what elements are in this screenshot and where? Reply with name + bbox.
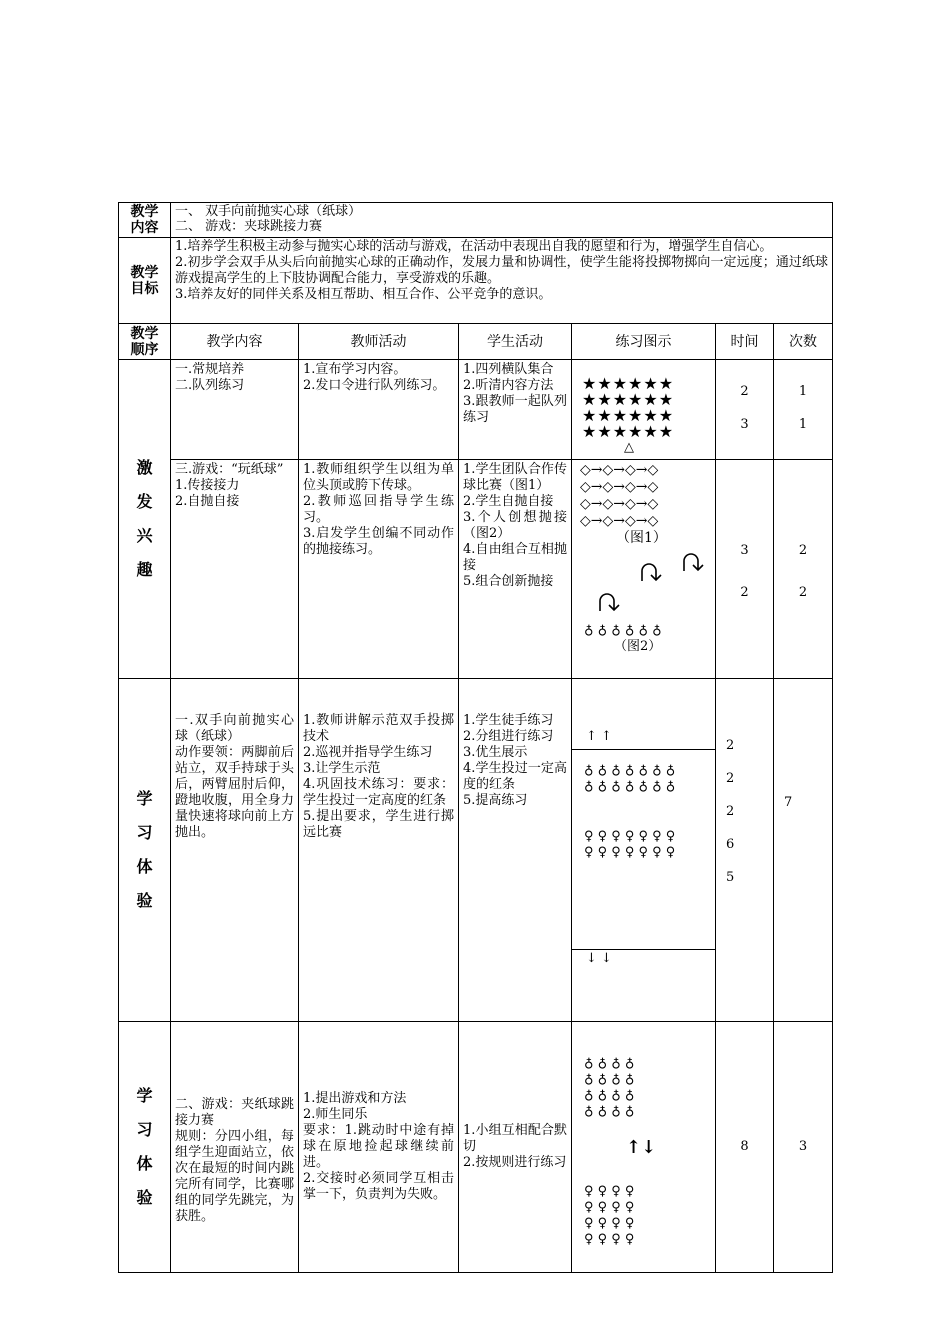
section-label-game: 学 习 体 验	[119, 1022, 171, 1273]
warmup-row-1	[119, 360, 833, 460]
r3-teacher: 1.教师讲解示范双手投掷技术 2.巡视并指导学生练习 3.让学生示范 4.巩固技术练习：要求：学生投过一定高度的红条 5.提出要求，学生进行掷远比赛	[299, 679, 459, 1022]
col-diagram: 练习图示	[572, 324, 716, 360]
content-text: 一、 双手向前抛实心球（纸球） 二、 游戏：夹球跳接力赛	[171, 203, 833, 238]
r2-content: 三.游戏：“玩纸球” 1.传接接力 2.自抛自接	[171, 460, 299, 679]
student-row: ♁ ♁ ♁ ♁ ♁ ♁	[584, 623, 662, 638]
warmup-row-2	[119, 460, 833, 679]
pass-row: ◇→◇→◇→◇	[580, 496, 659, 512]
lesson-plan-table	[118, 202, 833, 1273]
content-label: 教学 内容	[119, 203, 171, 238]
boys-row: ♁ ♁ ♁ ♁	[584, 1072, 635, 1087]
figure-1-caption: （图1）	[616, 530, 667, 546]
pass-row: ◇→◇→◇→◇	[580, 462, 659, 478]
throw-line-top	[572, 749, 715, 750]
col-content: 教学内容	[171, 324, 299, 360]
girls-row: ♀ ♀ ♀ ♀ ♀ ♀ ♀	[584, 829, 676, 844]
r4-count: 3	[774, 1022, 833, 1273]
r2-time: 3 2	[716, 460, 774, 679]
order-label: 教学 顺序	[119, 324, 171, 360]
r1-content: 一.常规培养 二.队列练习	[171, 360, 299, 460]
pass-row: ◇→◇→◇→◇	[580, 513, 659, 529]
boys-row: ♁ ♁ ♁ ♁ ♁ ♁ ♁	[584, 763, 676, 778]
girls-row: ♀ ♀ ♀ ♀	[584, 1232, 635, 1247]
boys-row: ♁ ♁ ♁ ♁	[584, 1056, 635, 1071]
r4-teacher: 1.提出游戏和方法 2.师生同乐 要求：1.跳动时中途有掉球在原地捡起球继续前进。 2.交接时必须同学互相击掌一下，负责判为失败。	[299, 1022, 459, 1273]
figure-2-caption: （图2）	[614, 639, 662, 654]
r4-student: 1.小组互相配合默切 2.按规则进行练习	[459, 1022, 572, 1273]
game-row	[119, 1022, 833, 1273]
objective-label: 教学 目标	[119, 238, 171, 324]
formation-row: ★★★★★★	[582, 390, 675, 409]
section-label-interest: 激 发 兴 趣	[119, 360, 171, 679]
r2-student: 1.学生团队合作传球比赛（图1） 2.学生自抛自接 3.个人创想抛接（图2） 4.自由组合互相抛接 5.组合创新抛接	[459, 460, 572, 679]
r3-diagram	[572, 679, 716, 1022]
girls-row: ♀ ♀ ♀ ♀ ♀ ♀ ♀	[584, 845, 676, 860]
col-count: 次数	[774, 324, 833, 360]
toss-arrows-diagram	[572, 551, 716, 621]
curved-arrow-icon	[684, 554, 703, 571]
content-row	[119, 203, 833, 238]
r2-diagram	[572, 460, 716, 679]
r4-time: 8	[716, 1022, 774, 1273]
r2-teacher: 1.教师组织学生以组为单位头顶或胯下传球。 2.教师巡回指导学生练习。 3.启发学生创编不同动作的抛接练习。	[299, 460, 459, 679]
section-label-practice: 学 习 体 验	[119, 679, 171, 1022]
relay-arrows: ↑↓	[626, 1137, 657, 1158]
r3-time: 2 2 2 6 5	[716, 679, 774, 1022]
objective-row	[119, 238, 833, 324]
girls-row: ♀ ♀ ♀ ♀	[584, 1200, 635, 1215]
curved-arrow-icon	[600, 594, 619, 611]
girls-row: ♀ ♀ ♀ ♀	[584, 1184, 635, 1199]
r4-diagram	[572, 1022, 716, 1273]
r1-time: 2 3	[716, 360, 774, 460]
col-time: 时间	[716, 324, 774, 360]
arrows-down: ↓ ↓	[586, 951, 612, 966]
r3-count: 7	[774, 679, 833, 1022]
teacher-marker: △	[624, 440, 635, 455]
objective-text: 1.培养学生积极主动参与抛实心球的活动与游戏，在活动中表现出自我的愿望和行为，增强学生自信心。 2.初步学会双手从头后向前抛实心球的正确动作，发展力量和协调性，使学生能将投掷物掷向一定远度；通过纸球游戏提高学生的上下肢协调配合能力，享受游戏的乐趣。 3.培养友好的同伴关系及相互帮助、相互合作、公平竞争的意识。	[171, 238, 833, 324]
r1-diagram	[572, 360, 716, 460]
formation-row: ★★★★★★	[582, 406, 675, 425]
throw-line-bottom	[572, 949, 715, 950]
arrows-up: ↑ ↑	[586, 729, 612, 744]
r1-teacher: 1.宣布学习内容。 2.发口令进行队列练习。	[299, 360, 459, 460]
pass-row: ◇→◇→◇→◇	[580, 479, 659, 495]
r1-student: 1.四列横队集合 2.听清内容方法 3.跟教师一起队列练习	[459, 360, 572, 460]
girls-row: ♀ ♀ ♀ ♀	[584, 1216, 635, 1231]
formation-row: ★★★★★★	[582, 374, 675, 393]
r2-count: 2 2	[774, 460, 833, 679]
col-teacher: 教师活动	[299, 324, 459, 360]
boys-row: ♁ ♁ ♁ ♁	[584, 1104, 635, 1119]
formation-row: ★★★★★★	[582, 422, 675, 441]
practice-row	[119, 679, 833, 1022]
boys-row: ♁ ♁ ♁ ♁	[584, 1088, 635, 1103]
r1-count: 1 1	[774, 360, 833, 460]
r3-student: 1.学生徒手练习 2.分组进行练习 3.优生展示 4.学生投过一定高度的红条 5.提高练习	[459, 679, 572, 1022]
r3-content: 一.双手向前抛实心球（纸球） 动作要领：两脚前后站立，双手持球于头后，两臂屈肘后仰，蹬地收腹，用全身力量快速将球向前上方抛出。	[171, 679, 299, 1022]
column-header-row	[119, 324, 833, 360]
col-student: 学生活动	[459, 324, 572, 360]
r4-content: 二、游戏：夹纸球跳接力赛 规则：分四小组，每组学生迎面站立，依次在最短的时间内跳完所有同学，比赛哪组的同学先跳完，为获胜。	[171, 1022, 299, 1273]
boys-row: ♁ ♁ ♁ ♁ ♁ ♁ ♁	[584, 779, 676, 794]
curved-arrow-icon	[642, 564, 661, 581]
